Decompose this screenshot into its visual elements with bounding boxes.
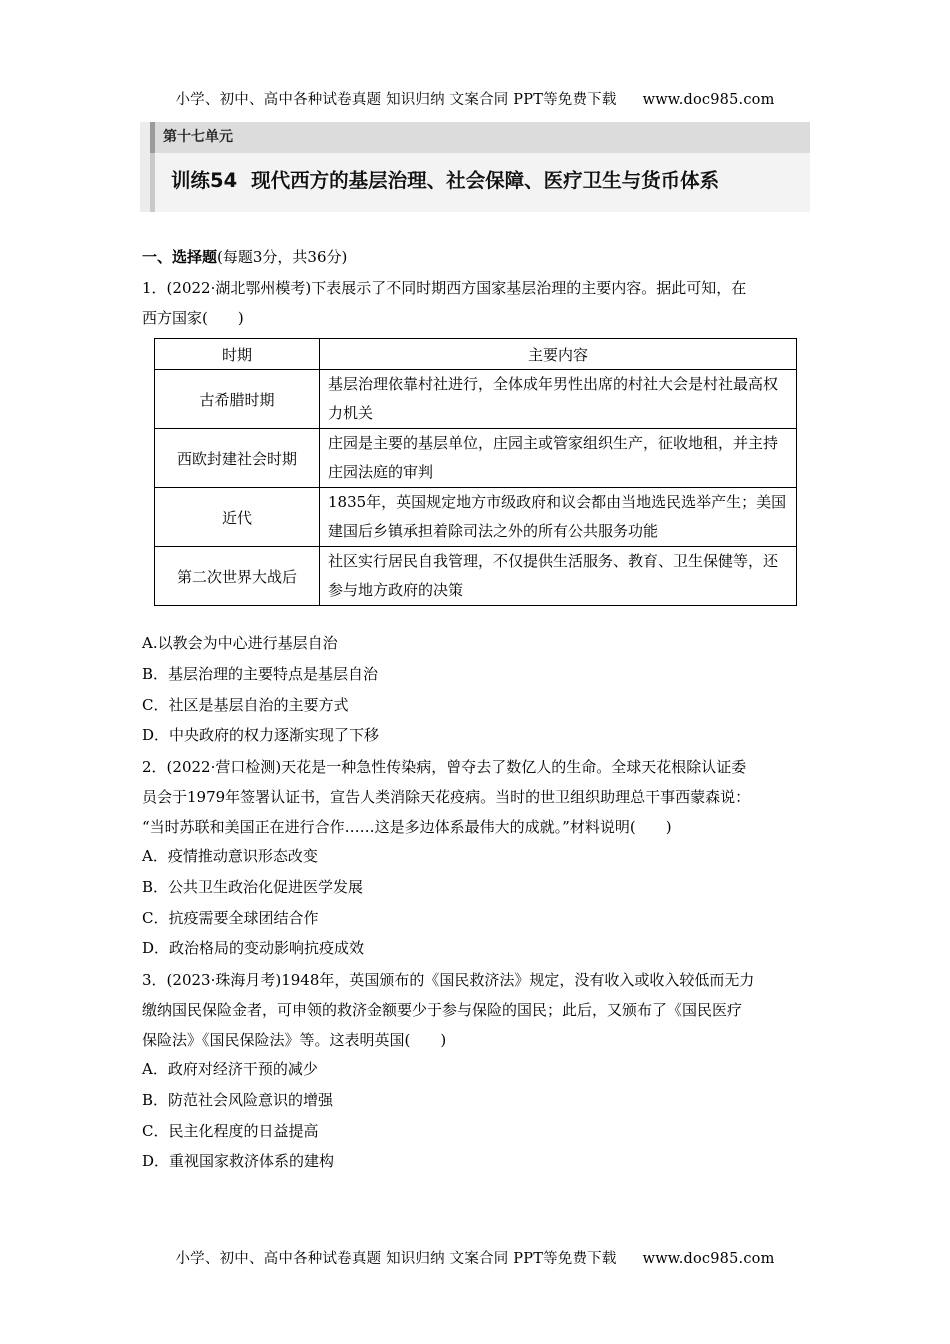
- question-3-stem: [142, 965, 810, 1055]
- table-header-row: [155, 339, 797, 370]
- q3-number: 3．: [142, 971, 167, 989]
- q2-option-c[interactable]: C．抗疫需要全球团结合作: [142, 909, 319, 927]
- q3-stem-line-1: 1948年，英国颁布的《国民救济法》规定，没有收入或收入较低而无力: [281, 971, 755, 989]
- table-row: [155, 429, 797, 488]
- lesson-title: [150, 153, 810, 212]
- table-cell-content: 社区实行居民自我管理，不仅提供生活服务、教育、卫生保健等，还参与地方政府的决策: [320, 547, 797, 606]
- question-1-stem: [142, 273, 810, 333]
- table-cell-period: 近代: [155, 488, 320, 547]
- table-header-content: 主要内容: [320, 339, 797, 370]
- table-row: [155, 547, 797, 606]
- table-cell-period: 古希腊时期: [155, 370, 320, 429]
- page-footer: [0, 1247, 950, 1268]
- q1-number: 1．: [142, 279, 167, 297]
- section-note: (每题3分，共36分): [217, 248, 348, 266]
- q1-option-a[interactable]: A.以教会为中心进行基层自治: [142, 634, 338, 652]
- header-text: 小学、初中、高中各种试卷真题 知识归纳 文案合同 PPT等免费下载: [175, 92, 617, 108]
- q3-stem-line-2: 缴纳国民保险金者，可申领的救济金额要少于参与保险的国民；此后，又颁布了《国民医疗: [142, 1001, 743, 1019]
- q1-option-d[interactable]: D．中央政府的权力逐渐实现了下移: [142, 726, 380, 744]
- unit-banner: [140, 122, 810, 212]
- q1-source: (2022·湖北鄂州模考): [166, 279, 312, 297]
- table-cell-period: 西欧封建社会时期: [155, 429, 320, 488]
- table-header-period: 时期: [155, 339, 320, 370]
- q2-option-a[interactable]: A．疫情推动意识形态改变: [142, 847, 318, 865]
- q3-option-d[interactable]: D．重视国家救济体系的建构: [142, 1152, 335, 1170]
- q2-stem-line-3: “当时苏联和美国正在进行合作……这是多边体系最伟大的成就。”材料说明( ): [142, 818, 672, 836]
- table-row: [155, 370, 797, 429]
- table-row: [155, 488, 797, 547]
- unit-label: 第十七单元: [150, 122, 810, 153]
- q2-option-b[interactable]: B．公共卫生政治化促进医学发展: [142, 878, 364, 896]
- table-cell-content: 庄园是主要的基层单位，庄园主或管家组织生产，征收地租，并主持庄园法庭的审判: [320, 429, 797, 488]
- lesson-title-text: 现代西方的基层治理、社会保障、医疗卫生与货币体系: [251, 169, 720, 192]
- question-2-stem: [142, 752, 810, 842]
- q3-stem-line-3: 保险法》《国民保险法》等。这表明英国( ): [142, 1031, 447, 1049]
- q2-stem-line-1: 天花是一种急性传染病，曾夺去了数亿人的生命。全球天花根除认证委: [281, 758, 747, 776]
- table-cell-period: 第二次世界大战后: [155, 547, 320, 606]
- q3-option-b[interactable]: B．防范社会风险意识的增强: [142, 1091, 334, 1109]
- q2-option-d[interactable]: D．政治格局的变动影响抗疫成效: [142, 939, 365, 957]
- q2-stem-line-2: 员会于1979年签署认证书，宣告人类消除天花疫病。当时的世卫组织助理总干事西蒙森说：: [142, 788, 751, 806]
- q3-option-a[interactable]: A．政府对经济干预的减少: [142, 1060, 318, 1078]
- q1-stem-line-2: 西方国家( ): [142, 309, 244, 327]
- section-label: 一、选择题: [142, 248, 218, 266]
- page-header: [0, 88, 950, 109]
- q1-option-b[interactable]: B．基层治理的主要特点是基层自治: [142, 665, 379, 683]
- header-url[interactable]: www.doc985.com: [642, 92, 775, 108]
- q3-source: (2023·珠海月考): [166, 971, 282, 989]
- lesson-number: 训练54: [171, 169, 238, 192]
- table-cell-content: 基层治理依靠村社进行，全体成年男性出席的村社大会是村社最高权力机关: [320, 370, 797, 429]
- footer-text: 小学、初中、高中各种试卷真题 知识归纳 文案合同 PPT等免费下载: [175, 1251, 617, 1267]
- q3-option-c[interactable]: C．民主化程度的日益提高: [142, 1122, 319, 1140]
- table-cell-content: 1835年，英国规定地方市级政府和议会都由当地选民选举产生；美国建国后乡镇承担着除司法之外的所有公共服务功能: [320, 488, 797, 547]
- section-heading: [142, 244, 347, 270]
- q1-table: [154, 338, 797, 606]
- q2-number: 2．: [142, 758, 167, 776]
- q1-option-c[interactable]: C．社区是基层自治的主要方式: [142, 696, 349, 714]
- q2-source: (2022·营口检测): [166, 758, 282, 776]
- q1-stem-line-1: 下表展示了不同时期西方国家基层治理的主要内容。据此可知，在: [311, 279, 747, 297]
- footer-url[interactable]: www.doc985.com: [642, 1251, 775, 1267]
